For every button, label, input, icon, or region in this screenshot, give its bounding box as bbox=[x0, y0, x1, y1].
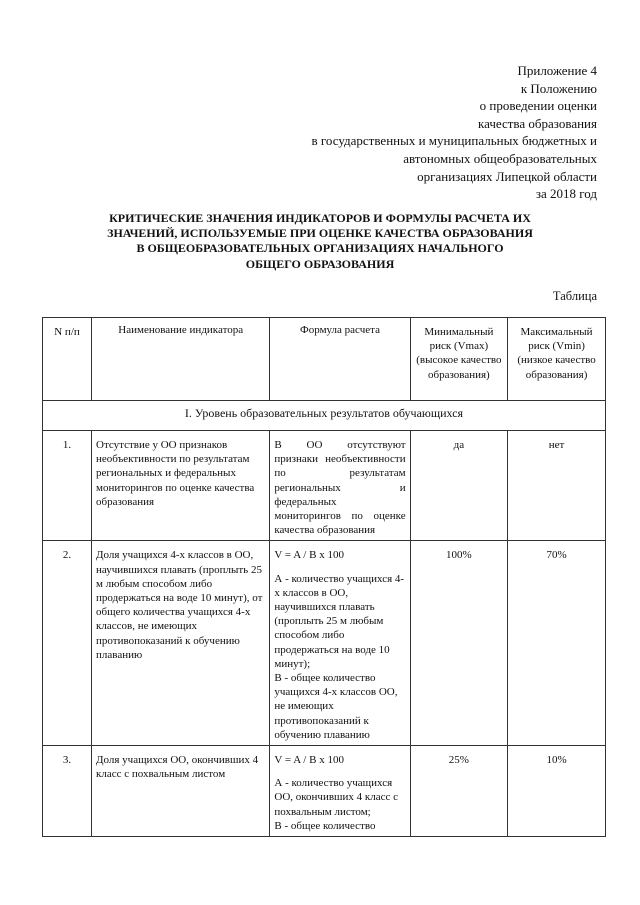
row-formula-cell bbox=[270, 541, 410, 746]
row-num: 1. bbox=[43, 431, 92, 541]
formula-description: А - количество учащихся ОО, окончивших 4 класс с похвальным листом; В - общее количество bbox=[274, 777, 399, 832]
document-title bbox=[70, 211, 570, 272]
header-name: Наименование индикатора bbox=[92, 318, 270, 401]
title-line: КРИТИЧЕСКИЕ ЗНАЧЕНИЯ ИНДИКАТОРОВ И ФОРМУЛЫ РАСЧЕТА ИХ bbox=[109, 211, 531, 225]
header-line: к Положению bbox=[520, 80, 597, 96]
row-num: 2. bbox=[43, 541, 92, 746]
header-line: о проведении оценки bbox=[479, 98, 597, 114]
header-num: N п/п bbox=[43, 318, 92, 401]
header-line: в государственных и муниципальных бюджетных и bbox=[311, 133, 597, 149]
row-name: Доля учащихся ОО, окончивших 4 класс с похвальным листом bbox=[92, 746, 270, 837]
row-name: Доля учащихся 4-х классов в ОО, научившихся плавать (проплыть 25 м любым способом либо продержаться на воде 10 минут), от общего количества учащихся 4-х классов, не имеющих противопоказаний к обучению плаванию bbox=[92, 541, 270, 746]
row-name: Отсутствие у ОО признаков необъективности по результатам региональных и федеральных мониторингов по оценке качества образования bbox=[92, 431, 270, 541]
formula-description: А - количество учащихся 4-х классов в ОО, научившихся плавать (проплыть 25 м любым способом либо продержаться на воде 10 минут); В - общее количество учащихся 4-х классов ОО, не имеющих противопоказаний к обучению плаванию bbox=[274, 572, 405, 741]
header-line: за 2018 год bbox=[535, 186, 597, 202]
title-line: ОБЩЕГО ОБРАЗОВАНИЯ bbox=[245, 256, 395, 271]
section-row bbox=[43, 401, 606, 431]
row-min-value: 100% bbox=[410, 541, 508, 746]
header-min-risk: Минимальный риск (Vmax) (высокое качество образования) bbox=[410, 318, 508, 401]
row-formula-cell bbox=[270, 746, 410, 837]
row-max-value: нет bbox=[508, 431, 606, 541]
table-row bbox=[43, 541, 606, 746]
header-formula: Формула расчета bbox=[270, 318, 410, 401]
section-title: I. Уровень образовательных результатов обучающихся bbox=[43, 401, 606, 431]
table-row bbox=[43, 431, 606, 541]
title-line: В ОБЩЕОБРАЗОВАТЕЛЬНЫХ ОРГАНИЗАЦИЯХ НАЧАЛЬНОГО bbox=[136, 241, 504, 256]
row-min-value: 25% bbox=[410, 746, 508, 837]
header-line: автономных общеобразовательных bbox=[403, 150, 597, 166]
row-min-value: да bbox=[410, 431, 508, 541]
row-formula: В ОО отсутствуют признаки необъективности по результатам региональных и федеральных мониторингов по оценке качества образования bbox=[270, 431, 410, 541]
header-line: качества образования bbox=[477, 115, 597, 131]
row-num: 3. bbox=[43, 746, 92, 837]
header-max-risk: Максимальный риск (Vmin) (низкое качество образования) bbox=[508, 318, 606, 401]
header-line: Приложение 4 bbox=[517, 63, 597, 78]
appendix-header bbox=[312, 62, 597, 203]
table-header-row bbox=[43, 318, 606, 401]
table-row bbox=[43, 746, 606, 837]
indicators-table bbox=[42, 317, 606, 837]
title-line: ЗНАЧЕНИЙ, ИСПОЛЬЗУЕМЫЕ ПРИ ОЦЕНКЕ КАЧЕСТВА ОБРАЗОВАНИЯ bbox=[107, 226, 533, 241]
formula-expression: V = A / B x 100 bbox=[274, 754, 344, 767]
table-caption: Таблица bbox=[552, 289, 597, 303]
header-line: организациях Липецкой области bbox=[417, 168, 597, 184]
row-max-value: 70% bbox=[508, 541, 606, 746]
row-max-value: 10% bbox=[508, 746, 606, 837]
formula-expression: V = A / B x 100 bbox=[274, 549, 344, 562]
